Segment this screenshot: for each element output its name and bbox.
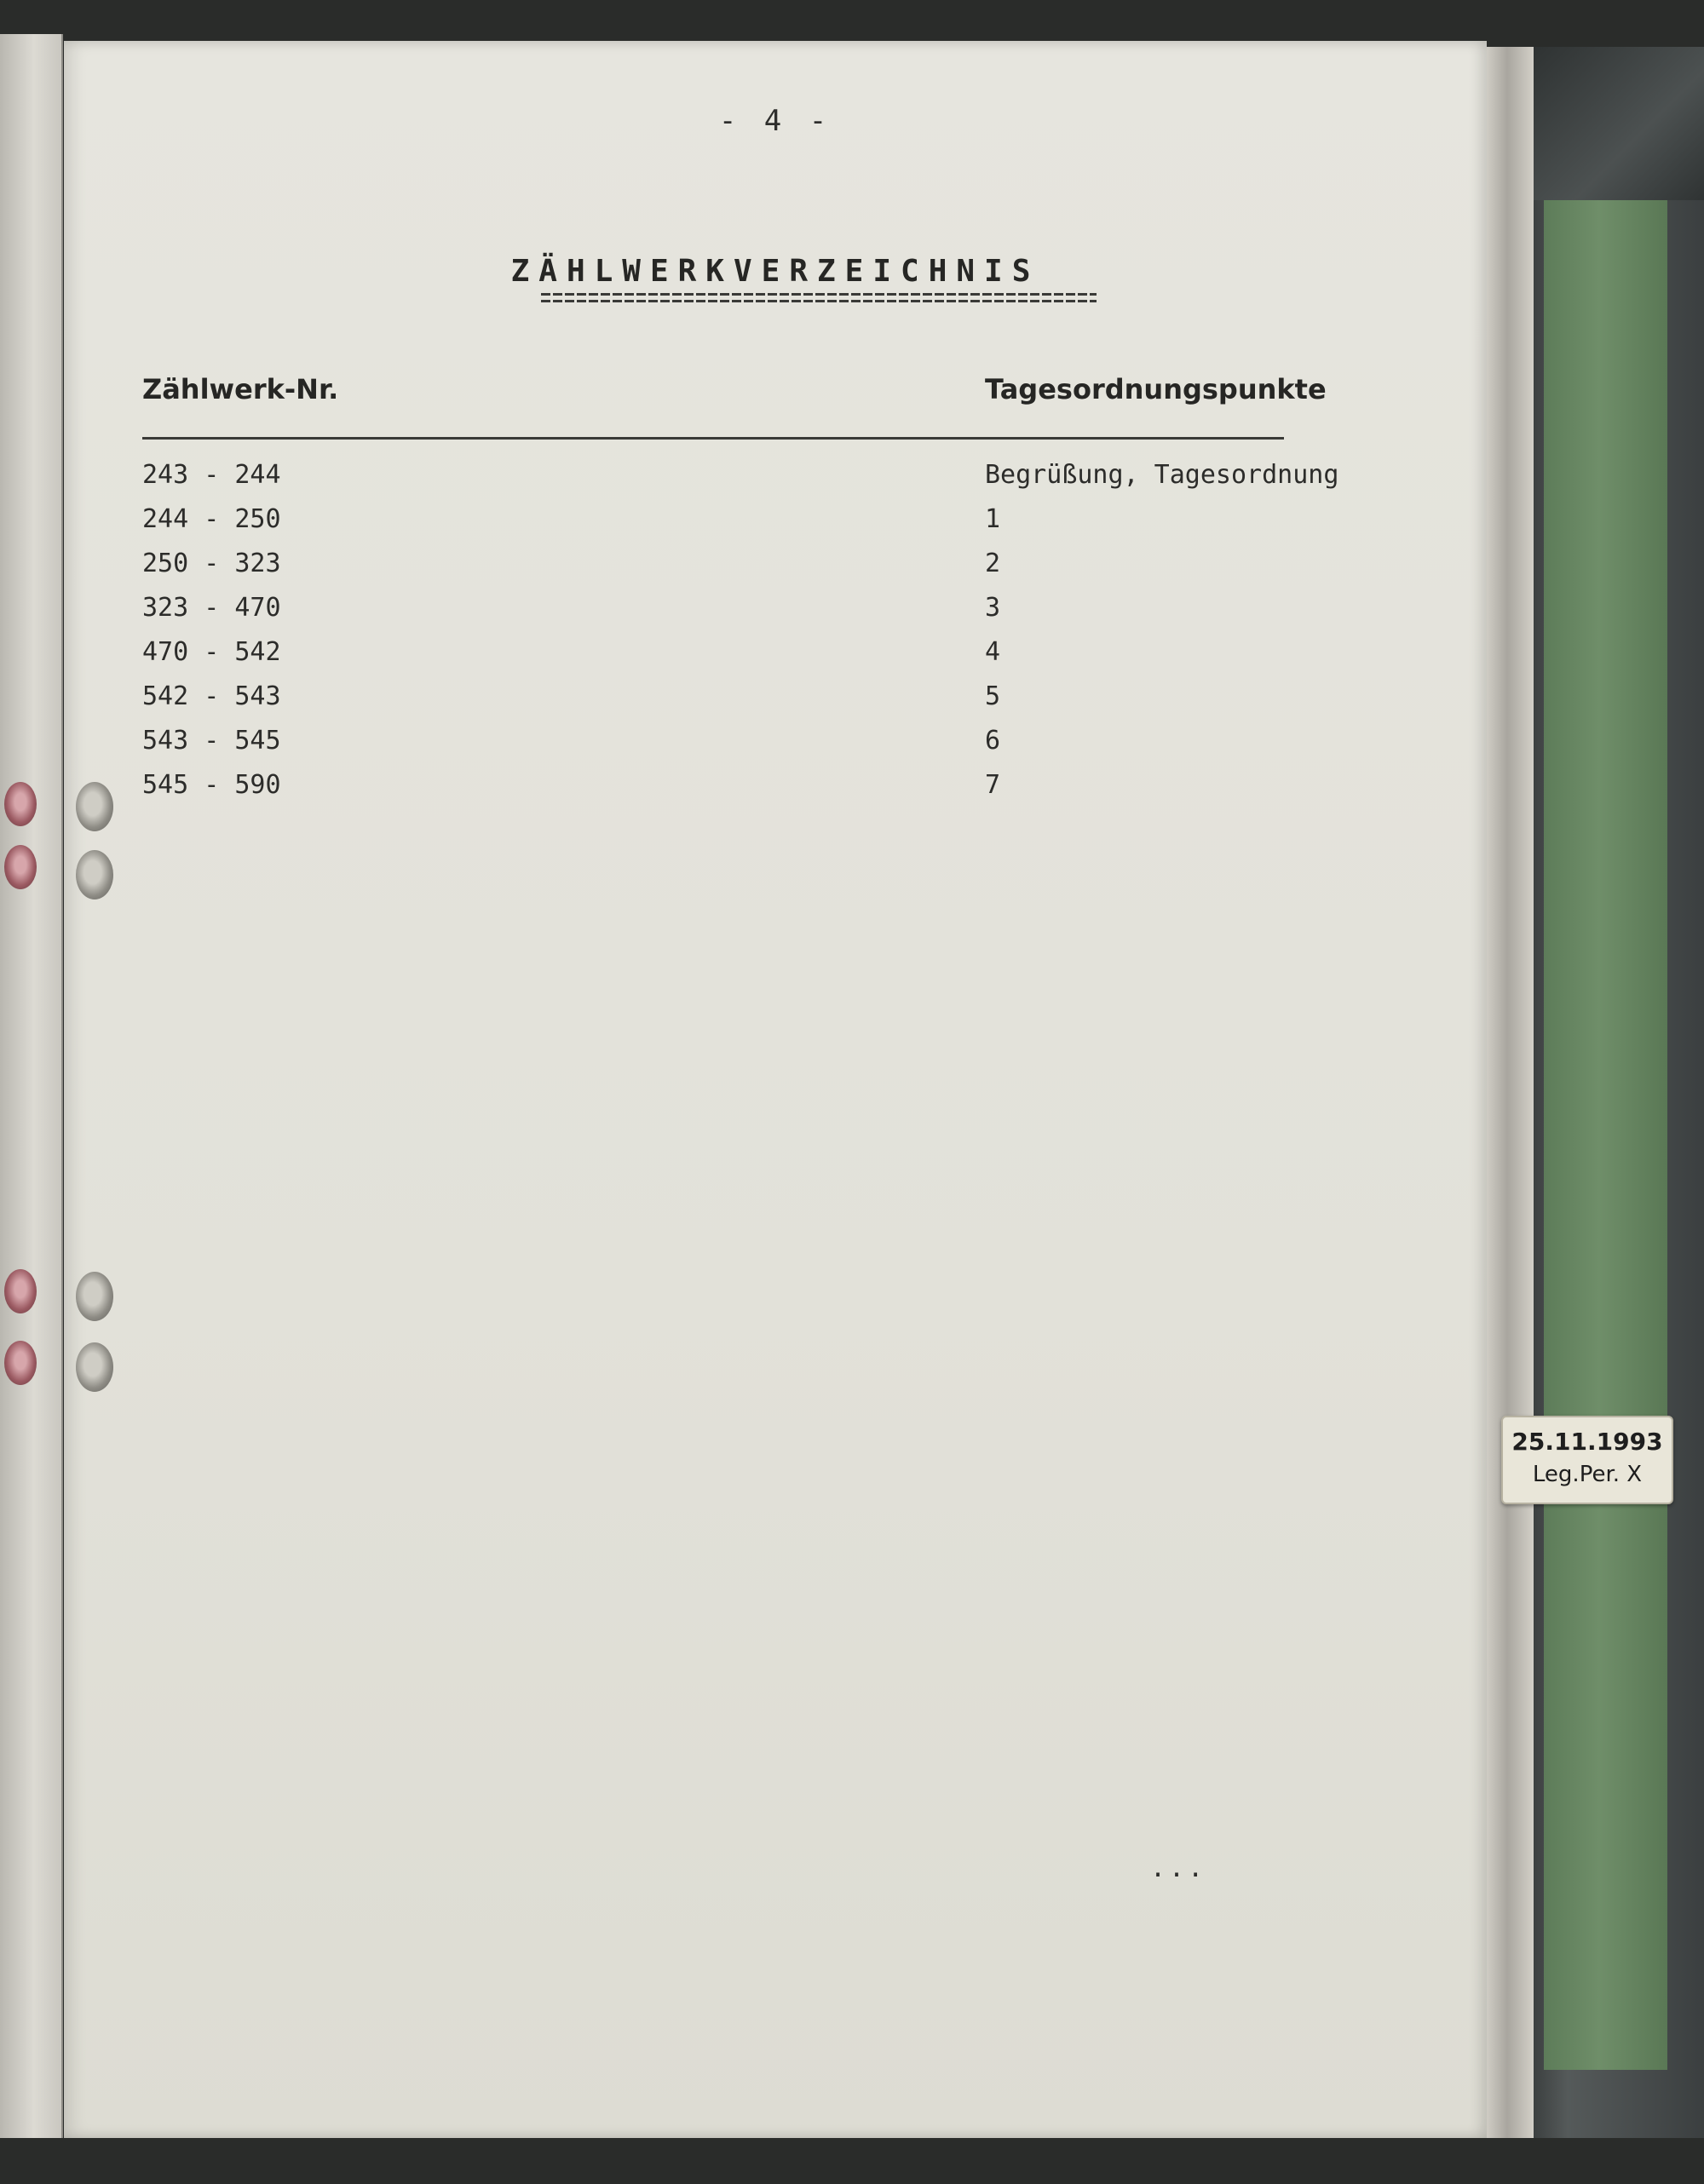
- left-page-edge: [0, 34, 63, 2138]
- table-row: [64, 593, 1487, 637]
- table-row: [64, 504, 1487, 549]
- document-title: ZÄHLWERKVERZEICHNIS: [510, 254, 1040, 289]
- counter-range: 323 - 470: [142, 593, 281, 623]
- counter-range: 243 - 244: [142, 460, 281, 490]
- agenda-item: 7: [985, 770, 1001, 800]
- counter-range: 470 - 542: [142, 637, 281, 667]
- binder-spine: [1487, 47, 1538, 2138]
- agenda-item: 3: [985, 593, 1001, 623]
- table-row: [64, 460, 1487, 504]
- document-page: [64, 41, 1487, 2138]
- agenda-item: 2: [985, 549, 1001, 578]
- punch-hole-left-2: [4, 845, 37, 889]
- column-header-zaehlwerk: Zählwerk-Nr.: [142, 373, 339, 405]
- archive-label-sticker: [1501, 1416, 1673, 1504]
- counter-range: 543 - 545: [142, 726, 281, 756]
- agenda-item: 4: [985, 637, 1001, 667]
- binder-corner: [1534, 47, 1704, 200]
- punch-hole-4: [76, 1342, 113, 1392]
- column-header-tagesordnung: Tagesordnungspunkte: [985, 373, 1327, 405]
- table-row: [64, 770, 1487, 814]
- counter-range: 244 - 250: [142, 504, 281, 534]
- title-double-underline: [541, 293, 1097, 305]
- counter-range: 250 - 323: [142, 549, 281, 578]
- counter-range: 542 - 543: [142, 681, 281, 711]
- table-row: [64, 549, 1487, 593]
- header-rule: [142, 437, 1284, 440]
- label-date: 25.11.1993: [1511, 1428, 1663, 1456]
- table-row: [64, 726, 1487, 770]
- agenda-item: 5: [985, 681, 1001, 711]
- table-row: [64, 681, 1487, 726]
- punch-hole-1: [76, 782, 113, 831]
- punch-hole-2: [76, 850, 113, 899]
- table-row: [64, 637, 1487, 681]
- continuation-mark: ...: [1150, 1854, 1207, 1883]
- agenda-item: Begrüßung, Tagesordnung: [985, 460, 1339, 490]
- punch-hole-left-1: [4, 782, 37, 826]
- counter-range: 545 - 590: [142, 770, 281, 800]
- punch-hole-left-3: [4, 1269, 37, 1313]
- agenda-item: 1: [985, 504, 1001, 534]
- page-number: - 4 -: [718, 104, 832, 138]
- binder-cover-green-panel: [1544, 170, 1667, 2070]
- agenda-item: 6: [985, 726, 1001, 756]
- label-legislative-period: Leg.Per. X: [1532, 1462, 1643, 1487]
- punch-hole-3: [76, 1272, 113, 1321]
- punch-hole-left-4: [4, 1341, 37, 1385]
